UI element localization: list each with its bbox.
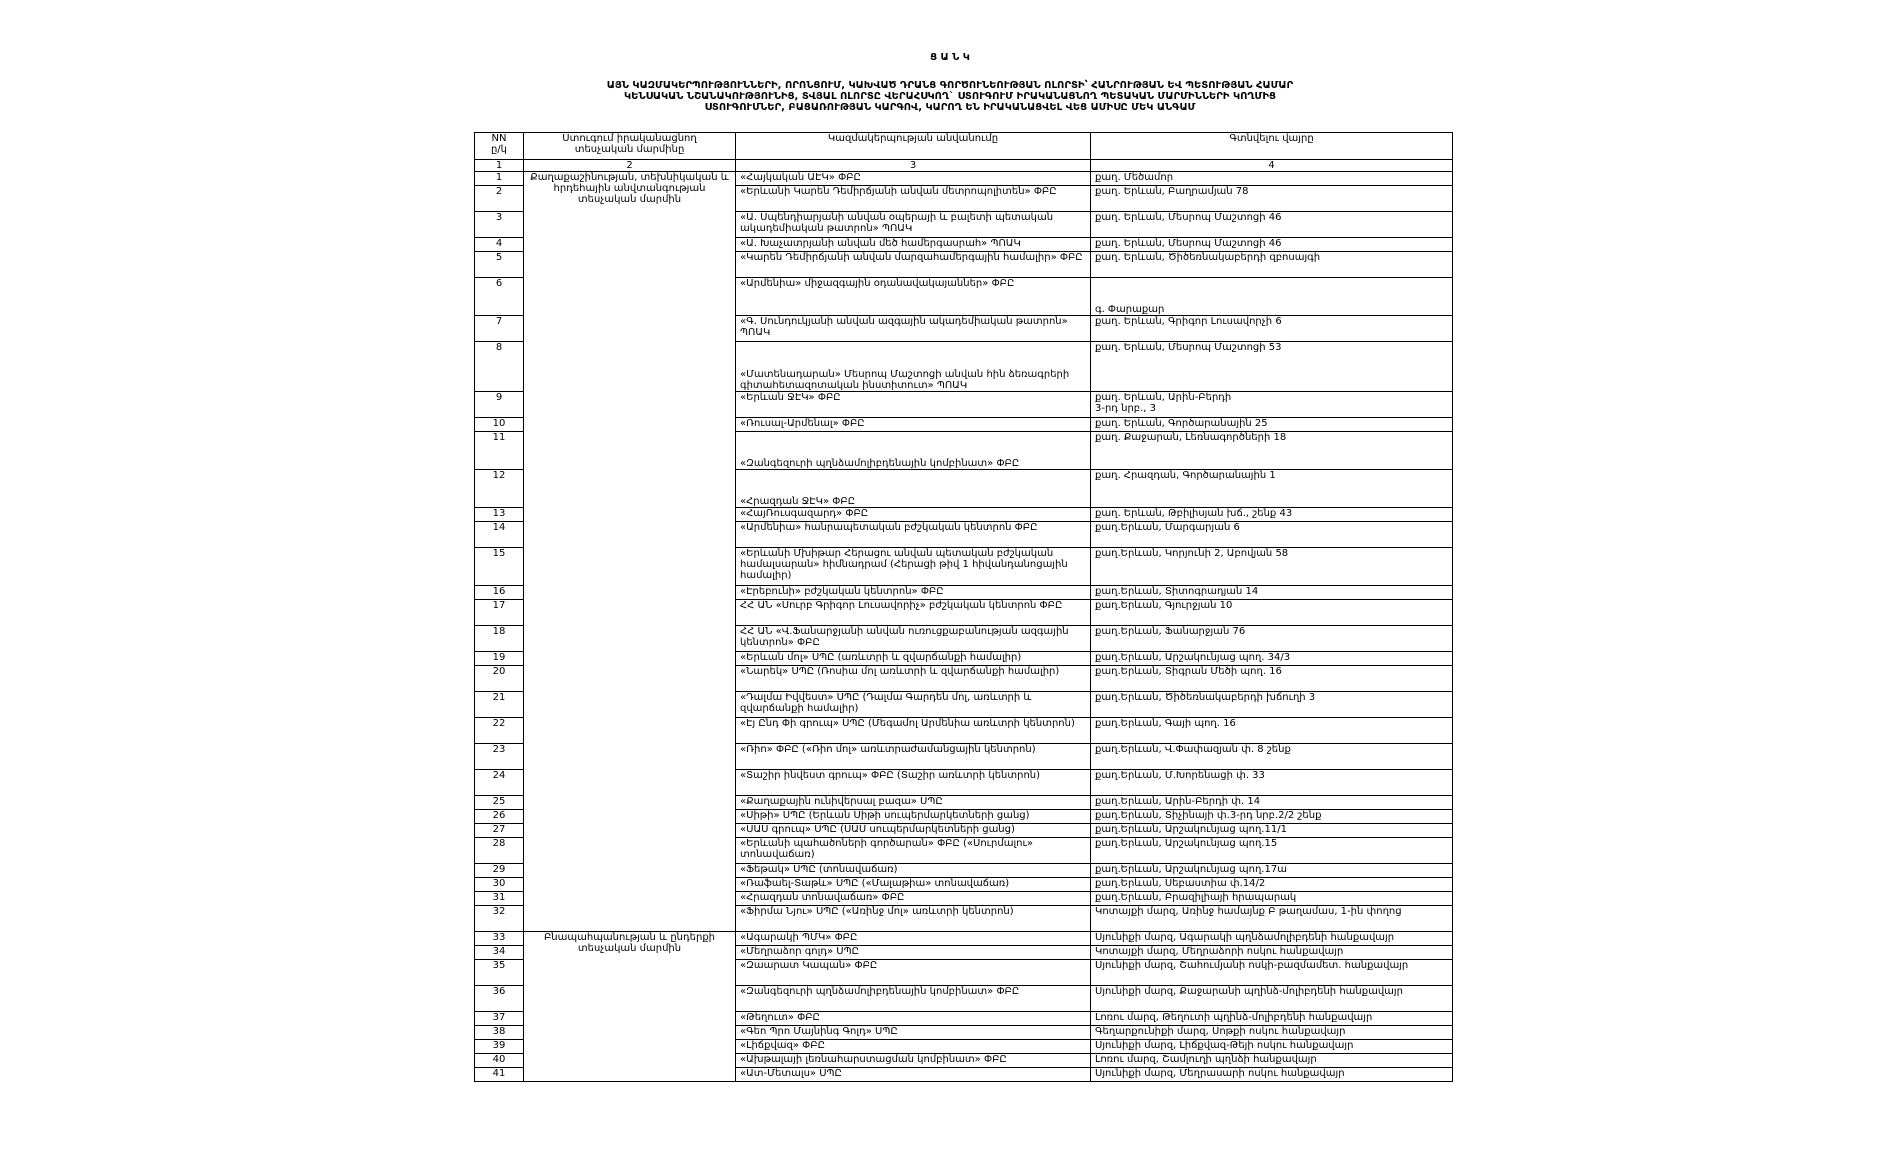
organization-name: «Արմենիա» միջազգային օդանավակայաններ» ՓԲԸ: [736, 278, 1091, 316]
organization-name: «Զանգեզուրի պղնձամոլիբդենային կոմբինատ» ՓԲԸ: [736, 986, 1091, 1012]
organization-name: «Երևան մոլ» ՍՊԸ (առևտրի և զվարճանքի համալիր): [736, 652, 1091, 666]
organization-location: Սյունիքի մարզ, Լիճքվազ-Թեյի ոսկու հանքավայր: [1091, 1040, 1453, 1054]
row-number: 39: [475, 1040, 524, 1054]
row-number: 31: [475, 892, 524, 906]
organization-location: քաղ.Երևան, Գյուրջյան 10: [1091, 600, 1453, 626]
organization-name: «Լիճքվազ» ՓԲԸ: [736, 1040, 1091, 1054]
organization-location: քաղ. Մեծամոր: [1091, 172, 1453, 186]
organization-name: «Հայկական ԱԷԿ» ՓԲԸ: [736, 172, 1091, 186]
row-number: 22: [475, 718, 524, 744]
organization-location: քաղ. Երևան, Արին-Բերդի 3-րդ նրբ., 3: [1091, 392, 1453, 418]
row-number: 10: [475, 418, 524, 432]
column-number: 3: [736, 160, 1091, 172]
organization-name: «Էրեբունի» բժշկական կենտրոն» ՓԲԸ: [736, 586, 1091, 600]
organization-name: «ՍԱՍ գրուպ» ՍՊԸ (ՍԱՍ սուպերմարկետների ցանց): [736, 824, 1091, 838]
row-number: 34: [475, 946, 524, 960]
header-organization-name: Կազմակերպության անվանումը: [736, 133, 1091, 160]
row-number: 13: [475, 508, 524, 522]
row-number: 24: [475, 770, 524, 796]
organization-location: քաղ.Երևան, Սեբաստիա փ.14/2: [1091, 878, 1453, 892]
inspection-body-cell: Բնապահպանության և ընդերքի տեսչական մարմին: [524, 932, 736, 1082]
organization-location: քաղ.Երևան, Ծիծեռնակաբերդի խճուղի 3: [1091, 692, 1453, 718]
organization-location: Սյունիքի մարզ, Մեղրասարի ոսկու հանքավայր: [1091, 1068, 1453, 1082]
column-number: 1: [475, 160, 524, 172]
row-number: 40: [475, 1054, 524, 1068]
organization-location: քաղ.Երևան, Վ.Փափազյան փ. 8 շենք: [1091, 744, 1453, 770]
organization-name: «Ախթալայի լեռնահարստացման կոմբինատ» ՓԲԸ: [736, 1054, 1091, 1068]
organization-name: «Ռաֆաել-Տաթև» ՍՊԸ («Մալաթիա» տոնավաճառ): [736, 878, 1091, 892]
organization-location: քաղ.Երևան, Բրազիլիայի հրապարակ: [1091, 892, 1453, 906]
row-number: 16: [475, 586, 524, 600]
organization-location: Կոտայքի մարզ, Առինջ համայնք Բ թաղամաս, 1-ին փողոց: [1091, 906, 1453, 932]
organization-location: Սյունիքի մարզ, Շահումյանի ոսկի-բազմամետ. հանքավայր: [1091, 960, 1453, 986]
organization-name: «Երևանի Մխիթար Հերացու անվան պետական բժշկական համալսարան» հիմնադրամ (Հերացի թիվ 1 հիվանդանոցային համալիր): [736, 548, 1091, 586]
row-number: 9: [475, 392, 524, 418]
row-number: 8: [475, 342, 524, 392]
organization-name: ՀՀ ԱՆ «Վ.Ֆանարջյանի անվան ուռուցքաբանության ազգային կենտրոն» ՓԲԸ: [736, 626, 1091, 652]
organization-name: «ՀայՌուսգազարդ» ՓԲԸ: [736, 508, 1091, 522]
organization-name: «Քաղաքային ունիվերսալ բազա» ՍՊԸ: [736, 796, 1091, 810]
organization-name: «Երևանի Կարեն Դեմիրճյանի անվան մետրոպոլիտեն» ՓԲԸ: [736, 186, 1091, 212]
row-number: 41: [475, 1068, 524, 1082]
organization-location: քաղ.Երևան, Արշակունյաց պող.11/1: [1091, 824, 1453, 838]
row-number: 7: [475, 316, 524, 342]
header-location: Գտնվելու վայրը: [1091, 133, 1453, 160]
row-number: 4: [475, 238, 524, 252]
organization-name: «Ա. Սպենդիարյանի անվան օպերայի և բալետի պետական ակադեմիական թատրոն» ՊՈԱԿ: [736, 212, 1091, 238]
organization-location: քաղ.Երևան, Մ.Խորենացի փ. 33: [1091, 770, 1453, 796]
organization-location: քաղ. Երևան, Թբիլիսյան խճ., շենք 43: [1091, 508, 1453, 522]
document-subtitle-line-1: ԱՅՆ ԿԱԶՄԱԿԵՐՊՈՒԹՅՈՒՆՆԵՐԻ, ՈՐՈՆՑՈՒՄ, ԿԱԽՎԱԾ ԴՐԱՆՑ ԳՈՐԾՈՒՆԵՈՒԹՅԱՆ ՈԼՈՐՏԻ՝ ՀԱՆՐՈՒԹՅԱՆ ԵՎ ՊԵՏՈՒԹՅԱՆ ՀԱՄԱՐ: [606, 80, 1294, 91]
organization-location: քաղ.Երևան, Տիգրան Մեծի պող. 16: [1091, 666, 1453, 692]
table-row: [475, 932, 1453, 946]
organization-location: քաղ. Երևան, Մեսրոպ Մաշտոցի 46: [1091, 212, 1453, 238]
table-row: [475, 172, 1453, 186]
row-number: 29: [475, 864, 524, 878]
organization-name: «Տաշիր ինվեստ գրուպ» ՓԲԸ (Տաշիր առևտրի կենտրոն): [736, 770, 1091, 796]
organization-name: «Ատ-Մետալս» ՍՊԸ: [736, 1068, 1091, 1082]
organization-location: քաղ.Երևան, Գայի պող. 16: [1091, 718, 1453, 744]
row-number: 21: [475, 692, 524, 718]
organization-location: քաղ.Երևան, Արշակունյաց պող.15: [1091, 838, 1453, 864]
organization-location: քաղ.Երևան, Ֆանարջյան 76: [1091, 626, 1453, 652]
row-number: 37: [475, 1012, 524, 1026]
organization-location: քաղ. Երևան, Ծիծեռնակաբերդի զբոսայգի: [1091, 252, 1453, 278]
row-number: 12: [475, 470, 524, 508]
row-number: 6: [475, 278, 524, 316]
organization-name: «Զանգեզուրի պղնձամոլիբդենային կոմբինատ» ՓԲԸ: [736, 432, 1091, 470]
organization-location: Սյունիքի մարզ, Ագարակի պղնձամոլիբդենի հանքավայր: [1091, 932, 1453, 946]
organization-location: քաղ.Երևան, Մարգարյան 6: [1091, 522, 1453, 548]
organization-name: «Երևանի պահածոների գործարան» ՓԲԸ («Սուրմալու» տոնավաճառ): [736, 838, 1091, 864]
organizations-table: [474, 132, 1453, 1082]
organization-location: քաղ. Երևան, Գործարանային 25: [1091, 418, 1453, 432]
row-number: 23: [475, 744, 524, 770]
organization-name: «Հրազդան տոնավաճառ» ՓԲԸ: [736, 892, 1091, 906]
organization-location: քաղ.Երևան, Տիչինայի փ.3-րդ նրբ.2/2 շենք: [1091, 810, 1453, 824]
row-number: 1: [475, 172, 524, 186]
row-number: 18: [475, 626, 524, 652]
organization-location: Լոռու մարզ, Շամլուղի պղնձի հանքավայր: [1091, 1054, 1453, 1068]
column-number: 2: [524, 160, 736, 172]
row-number: 2: [475, 186, 524, 212]
document-title: Ց Ա Ն Կ: [930, 52, 970, 63]
organization-name: «Զաարատ Կապան» ՓԲԸ: [736, 960, 1091, 986]
row-number: 5: [475, 252, 524, 278]
organization-location: քաղ.Երևան, Կորյունի 2, Աբովյան 58: [1091, 548, 1453, 586]
row-number: 26: [475, 810, 524, 824]
column-number-row: [475, 160, 1453, 172]
organization-name: «Արմենիա» հանրապետական բժշկական կենտրոն ՓԲԸ: [736, 522, 1091, 548]
row-number: 33: [475, 932, 524, 946]
organization-location: քաղ. Երևան, Մեսրոպ Մաշտոցի 53: [1091, 342, 1453, 392]
organization-name: «Երևան ՋԷԿ» ՓԲԸ: [736, 392, 1091, 418]
table-body: [475, 172, 1453, 1082]
organization-name: «Հրազդան ՋԷԿ» ՓԲԸ: [736, 470, 1091, 508]
document-subtitle-line-3: ՍՏՈՒԳՈՒՄՆԵՐ, ԲԱՑԱՌՈՒԹՅԱՆ ԿԱՐԳՈՎ, ԿԱՐՈՂ ԵՆ ԻՐԱԿԱՆԱՑՎԵԼ ՎԵՑ ԱՄԻՍԸ ՄԵԿ ԱՆԳԱՄ: [704, 102, 1196, 113]
row-number: 14: [475, 522, 524, 548]
header-inspection-body: Ստուգում իրականացնող տեսչական մարմինը: [524, 133, 736, 160]
organization-name: «Էյ Ընդ Փի գրուպ» ՍՊԸ (Մեգամոլ Արմենիա առևտրի կենտրոն): [736, 718, 1091, 744]
row-number: 28: [475, 838, 524, 864]
organization-location: քաղ.Երևան, Տիտոգրադյան 14: [1091, 586, 1453, 600]
organization-location: Սյունիքի մարզ, Քաջարանի պղինձ-մոլիբդենի հանքավայր: [1091, 986, 1453, 1012]
organization-name: «Դալմա Իվվեստ» ՍՊԸ (Դալմա Գարդեն մոլ, առևտրի և զվարճանքի համալիր): [736, 692, 1091, 718]
organization-name: «Ագարակի ՊՄԿ» ՓԲԸ: [736, 932, 1091, 946]
row-number: 15: [475, 548, 524, 586]
organization-name: «Նարեկ» ՍՊԸ (Ռոսիա մոլ առևտրի և զվարճանքի համալիր): [736, 666, 1091, 692]
organization-name: «Սիթի» ՍՊԸ (Երևան Սիթի սուպերմարկետների ցանց): [736, 810, 1091, 824]
organization-name: «Գեո Պրո Մայնինգ Գոլդ» ՍՊԸ: [736, 1026, 1091, 1040]
organization-name: «Մատենադարան» Մեսրոպ Մաշտոցի անվան հին ձեռագրերի գիտահետազոտական ինստիտուտ» ՊՈԱԿ: [736, 342, 1091, 392]
organization-location: քաղ. Հրազդան, Գործարանային 1: [1091, 470, 1453, 508]
organization-name: «Ֆեթակ» ՍՊԸ (տոնավաճառ): [736, 864, 1091, 878]
organization-name: «Ֆիրմա Նյու» ՍՊԸ («Առինջ մոլ» առևտրի կենտրոն): [736, 906, 1091, 932]
organization-name: «Ռուսալ-Արմենալ» ՓԲԸ: [736, 418, 1091, 432]
organization-name: «Ռիո» ՓԲԸ («Ռիո մոլ» առևտրաժամանցային կենտրոն): [736, 744, 1091, 770]
row-number: 11: [475, 432, 524, 470]
inspection-body-cell: Քաղաքաշինության, տեխնիկական և հրդեհային անվտանգության տեսչական մարմին: [524, 172, 736, 932]
row-number: 32: [475, 906, 524, 932]
table-header-row: [475, 133, 1453, 160]
row-number: 36: [475, 986, 524, 1012]
document-subtitle-line-2: ԿԵՆՍԱԿԱՆ ՆՇԱՆԱԿՈՒԹՅՈՒՆԻՑ, ՏՎՅԱԼ ՈԼՈՐՏԸ ՎԵՐԱՀՍԿՈՂ` ՍՏՈՒԳՈՒՄ ԻՐԱԿԱՆԱՑՆՈՂ ՊԵՏԱԿԱՆ ՄԱՐՄԻՆՆԵՐԻ ԿՈՂՄԻՑ: [624, 91, 1276, 102]
organization-name: ՀՀ ԱՆ «Սուրբ Գրիգոր Լուսավորիչ» բժշկական կենտրոն ՓԲԸ: [736, 600, 1091, 626]
organization-location: քաղ.Երևան, Արշակունյաց պող.17ա: [1091, 864, 1453, 878]
organization-location: քաղ. Քաջարան, Լեռնագործների 18: [1091, 432, 1453, 470]
organization-location: Կոտայքի մարզ, Մեղրաձորի ոսկու հանքավայր: [1091, 946, 1453, 960]
header-number: NN ը/կ: [475, 133, 524, 160]
row-number: 38: [475, 1026, 524, 1040]
organization-location: քաղ. Երևան, Բաղրամյան 78: [1091, 186, 1453, 212]
organization-location: քաղ. Երևան, Գրիգոր Լուսավորչի 6: [1091, 316, 1453, 342]
organization-name: «Մեղրաձոր գոլդ» ՍՊԸ: [736, 946, 1091, 960]
organization-location: քաղ.Երևան, Արին-Բերդի փ. 14: [1091, 796, 1453, 810]
row-number: 30: [475, 878, 524, 892]
row-number: 27: [475, 824, 524, 838]
organization-location: գ. Փարաքար: [1091, 278, 1453, 316]
organization-location: Լոռու մարզ, Թեղուտի պղինձ-մոլիբդենի հանքավայր: [1091, 1012, 1453, 1026]
organization-name: «Գ. Սունդուկյանի անվան ազգային ակադեմիական թատրոն» ՊՈԱԿ: [736, 316, 1091, 342]
row-number: 19: [475, 652, 524, 666]
organization-name: «Թեղուտ» ՓԲԸ: [736, 1012, 1091, 1026]
organization-location: քաղ.Երևան, Արշակունյաց պող. 34/3: [1091, 652, 1453, 666]
row-number: 17: [475, 600, 524, 626]
organization-name: «Ա. Խաչատրյանի անվան մեծ համերգասրահ» ՊՈԱԿ: [736, 238, 1091, 252]
organization-location: Գեղարքունիքի մարզ, Սոթքի ոսկու հանքավայր: [1091, 1026, 1453, 1040]
row-number: 20: [475, 666, 524, 692]
organization-location: քաղ. Երևան, Մեսրոպ Մաշտոցի 46: [1091, 238, 1453, 252]
organization-name: «Կարեն Դեմիրճյանի անվան մարզահամերգային համալիր» ՓԲԸ: [736, 252, 1091, 278]
row-number: 25: [475, 796, 524, 810]
column-number: 4: [1091, 160, 1453, 172]
row-number: 35: [475, 960, 524, 986]
row-number: 3: [475, 212, 524, 238]
